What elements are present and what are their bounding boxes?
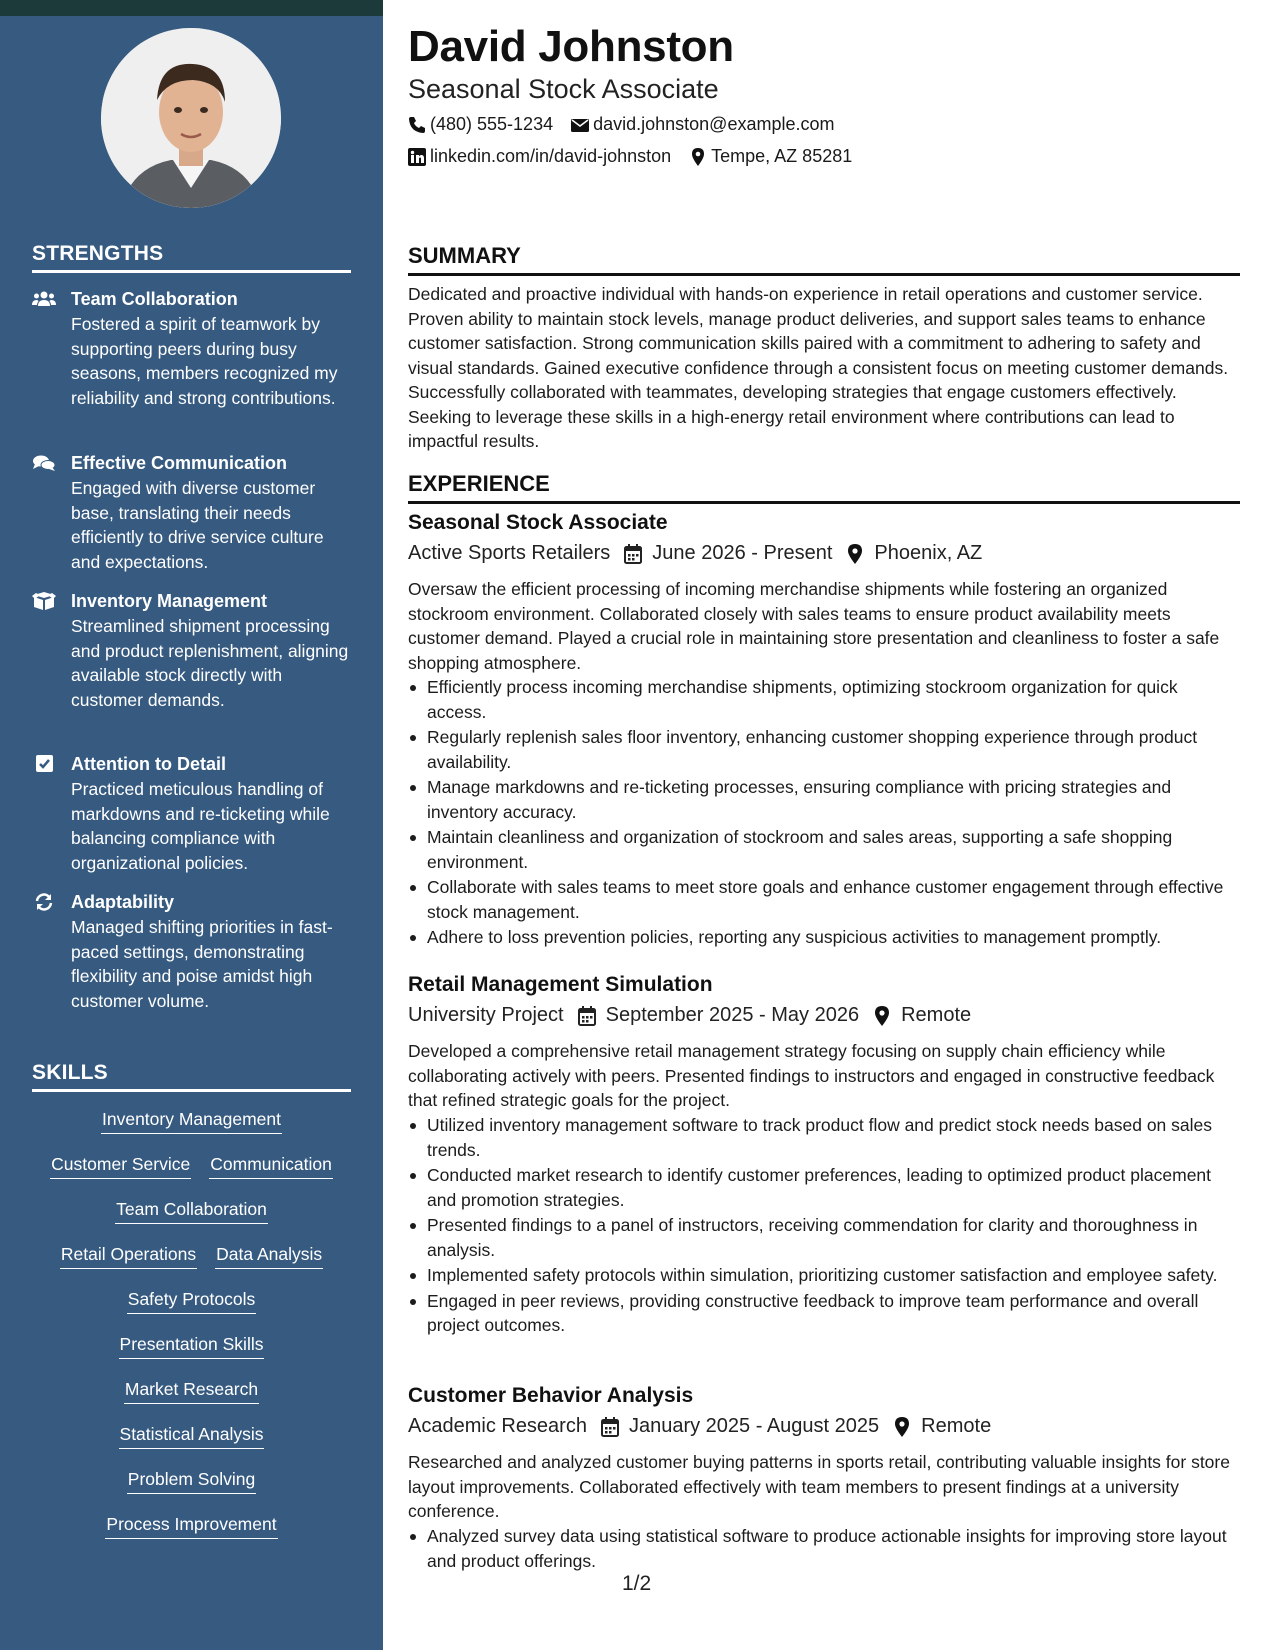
skill-tag: Process Improvement xyxy=(105,1512,277,1539)
list-item: Manage markdowns and re-ticketing processes, ensuring compliance with pricing strategies and inventory accuracy. xyxy=(408,775,1240,824)
job-description: Developed a comprehensive retail management strategy focusing on supply chain efficiency while collaborating actively with peers. Presented findings to instructors and engaged in constructive feedback that refined strategic goals for the project. xyxy=(408,1041,1215,1110)
list-item: Maintain cleanliness and organization of stockroom and sales areas, supporting a safe shopping environment. xyxy=(408,825,1240,874)
list-item: Adhere to loss prevention policies, reporting any suspicious activities to management promptly. xyxy=(408,925,1240,950)
skill-tag: Inventory Management xyxy=(101,1107,282,1134)
strength-description: Practiced meticulous handling of markdowns and re-ticketing while balancing compliance with organizational policies. xyxy=(71,779,330,873)
list-item: Regularly replenish sales floor inventory, enhancing customer shopping experience through product availability. xyxy=(408,725,1240,774)
avatar xyxy=(101,28,281,208)
strengths-heading: STRENGTHS xyxy=(32,242,351,273)
phone-text: (480) 555-1234 xyxy=(430,114,554,134)
job-title: Seasonal Stock Associate xyxy=(408,511,668,534)
calendar-icon xyxy=(624,544,642,564)
map-marker-icon xyxy=(846,544,864,564)
list-item: Engaged in peer reviews, providing constructive feedback to improve team performance and overall project outcomes. xyxy=(408,1289,1240,1338)
check-square-icon xyxy=(32,755,56,773)
boxes-icon xyxy=(32,592,56,610)
job-meta xyxy=(408,1004,971,1027)
skill-tag: Market Research xyxy=(124,1377,259,1404)
job-location: Remote xyxy=(901,1004,972,1026)
comments-icon xyxy=(32,454,56,472)
experience-heading: EXPERIENCE xyxy=(408,471,1240,504)
contact-email[interactable] xyxy=(571,114,834,135)
candidate-title: Seasonal Stock Associate xyxy=(408,74,719,104)
job-meta xyxy=(408,1415,991,1438)
list-item: Implemented safety protocols within simulation, prioritizing customer satisfaction and employee safety. xyxy=(408,1263,1240,1288)
job-meta xyxy=(408,542,982,565)
skills-list xyxy=(32,1107,351,1557)
summary-heading: SUMMARY xyxy=(408,243,1240,276)
list-item: Collaborate with sales teams to meet store goals and enhance customer engagement through effective stock management. xyxy=(408,875,1240,924)
strength-description: Fostered a spirit of teamwork by supporting peers during busy seasons, members recognized my reliability and strong contributions. xyxy=(71,314,338,408)
job-dates: June 2026 - Present xyxy=(652,542,833,564)
job-bullets xyxy=(408,1113,1240,1339)
contact-row-2 xyxy=(408,146,870,167)
strength-title: Adaptability xyxy=(71,892,175,912)
list-item: Conducted market research to identify customer preferences, leading to optimized product placement and promotion strategies. xyxy=(408,1163,1240,1212)
skill-tag: Problem Solving xyxy=(127,1467,256,1494)
contact-row-1 xyxy=(408,114,853,135)
candidate-name: David Johnston xyxy=(408,22,734,71)
strength-title: Effective Communication xyxy=(71,453,288,473)
list-item: Utilized inventory management software to track product flow and predict stock needs based on sales trends. xyxy=(408,1113,1240,1162)
linkedin-text: linkedin.com/in/david-johnston xyxy=(430,146,672,166)
sync-icon xyxy=(32,893,56,911)
contact-phone[interactable] xyxy=(408,114,553,135)
page-number: 1/2 xyxy=(622,1572,652,1595)
job-description: Researched and analyzed customer buying patterns in sports retail, contributing valuable insights for store layout improvements. Collaborated effectively with team members to present findings at a university conference. xyxy=(408,1452,1230,1521)
list-item: Presented findings to a panel of instructors, receiving commendation for clarity and thoroughness in analysis. xyxy=(408,1213,1240,1262)
profile-photo xyxy=(101,28,281,208)
skill-tag: Retail Operations xyxy=(60,1242,197,1269)
job-company: Academic Research xyxy=(408,1415,587,1437)
strength-title: Team Collaboration xyxy=(71,289,238,309)
map-marker-icon xyxy=(873,1006,891,1026)
map-marker-icon xyxy=(893,1417,911,1437)
job-company: University Project xyxy=(408,1004,564,1026)
summary-text: Dedicated and proactive individual with hands-on experience in retail operations and customer service. Proven ability to maintain stock levels, manage product deliveries, and support sales teams to enhance customer satisfaction. Strong communication skills paired with a commitment to adhering to safety and visual standards. Gained executive confidence through a consistent focus on meeting customer demands. Successfully collaborated with teammates, developing strategies that engage customers effectively. Seeking to leverage these skills in a high-energy retail environment where contributions can lead to impactful results. xyxy=(408,284,1229,451)
strength-description: Managed shifting priorities in fast-paced settings, demonstrating flexibility and poise amidst high customer volume. xyxy=(71,917,333,1011)
job-bullets xyxy=(408,1524,1240,1574)
skill-tag: Presentation Skills xyxy=(119,1332,265,1359)
skill-tag: Data Analysis xyxy=(215,1242,323,1269)
email-icon xyxy=(571,116,589,134)
main-top-bar xyxy=(383,0,1275,16)
calendar-icon xyxy=(601,1417,619,1437)
strength-title: Inventory Management xyxy=(71,591,268,611)
list-item: Analyzed survey data using statistical software to produce actionable insights for improving store layout and product offerings. xyxy=(408,1524,1240,1573)
job-title: Retail Management Simulation xyxy=(408,973,713,996)
skills-heading: SKILLS xyxy=(32,1061,351,1092)
job-location: Remote xyxy=(921,1415,992,1437)
email-text: david.johnston@example.com xyxy=(593,114,835,134)
skill-tag: Statistical Analysis xyxy=(119,1422,265,1449)
strength-title: Attention to Detail xyxy=(71,754,226,774)
skill-tag: Team Collaboration xyxy=(115,1197,268,1224)
location-text: Tempe, AZ 85281 xyxy=(711,146,853,166)
linkedin-icon xyxy=(408,148,426,166)
strength-description: Engaged with diverse customer base, translating their needs efficiently to drive service culture and expectations. xyxy=(71,478,324,572)
job-location: Phoenix, AZ xyxy=(874,542,983,564)
job-description: Oversaw the efficient processing of incoming merchandise shipments while fostering an organized stockroom environment. Collaborated closely with sales teams to ensure product availability meets customer demand. Played a crucial role in maintaining store presentation and cleanliness to foster a safe shopping atmosphere. xyxy=(408,579,1220,673)
job-dates: September 2025 - May 2026 xyxy=(605,1004,860,1026)
job-dates: January 2025 - August 2025 xyxy=(628,1415,880,1437)
skill-tag: Safety Protocols xyxy=(127,1287,256,1314)
contact-linkedin[interactable] xyxy=(408,146,671,167)
users-icon xyxy=(32,290,56,308)
sidebar-top-bar xyxy=(0,0,383,16)
skill-tag: Communication xyxy=(209,1152,333,1179)
job-bullets xyxy=(408,675,1240,951)
sidebar xyxy=(0,0,383,1650)
contact-location xyxy=(689,146,852,167)
job-company: Active Sports Retailers xyxy=(408,542,611,564)
job-title: Customer Behavior Analysis xyxy=(408,1384,694,1407)
map-marker-icon xyxy=(689,148,707,166)
calendar-icon xyxy=(578,1006,596,1026)
strength-description: Streamlined shipment processing and product replenishment, aligning available stock directly with customer demands. xyxy=(71,616,349,710)
skill-tag: Customer Service xyxy=(50,1152,191,1179)
list-item: Efficiently process incoming merchandise shipments, optimizing stockroom organization for quick access. xyxy=(408,675,1240,724)
phone-icon xyxy=(408,116,426,134)
